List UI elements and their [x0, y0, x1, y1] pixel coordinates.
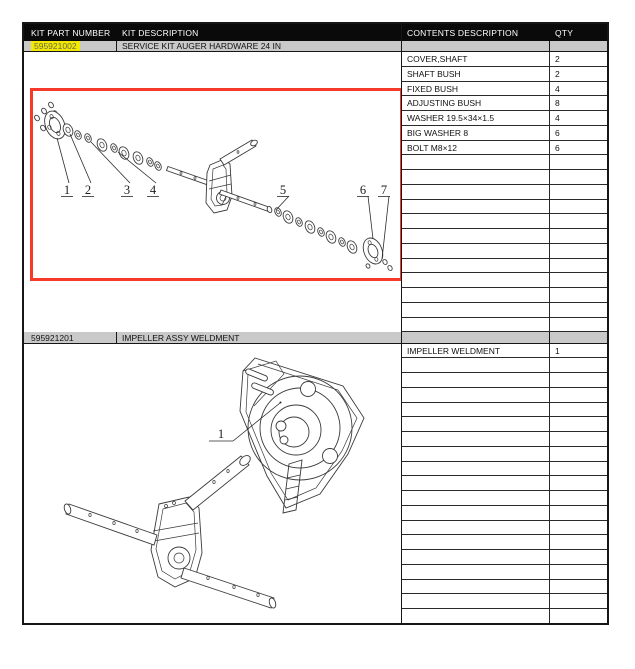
contents-rows-auger — [402, 52, 607, 332]
contents-row — [402, 170, 607, 185]
contents-row — [402, 288, 607, 303]
contents-row — [402, 244, 607, 259]
callout-2: 2 — [84, 183, 92, 198]
contents-description-cell — [402, 273, 550, 287]
qty-cell — [550, 565, 607, 579]
section-spacer-row-1 — [402, 41, 607, 52]
contents-row — [402, 462, 607, 477]
kit-description-cell-2: IMPELLER ASSY WELDMENT — [122, 332, 240, 343]
contents-description-cell — [402, 214, 550, 228]
contents-row — [402, 96, 607, 111]
callout-5: 5 — [279, 183, 287, 198]
qty-cell — [550, 200, 607, 214]
contents-row — [402, 185, 607, 200]
contents-row — [402, 447, 607, 462]
parts-table — [22, 22, 609, 625]
qty-cell — [550, 214, 607, 228]
contents-row — [402, 111, 607, 126]
contents-row — [402, 126, 607, 141]
contents-description-cell — [402, 535, 550, 549]
header-kit-description: KIT DESCRIPTION — [122, 27, 199, 38]
contents-row — [402, 506, 607, 521]
contents-row — [402, 565, 607, 580]
contents-row — [402, 67, 607, 82]
qty-cell — [550, 432, 607, 446]
section-spacer-row-2 — [402, 332, 607, 343]
contents-description-cell: BIG WASHER 8 — [402, 126, 550, 140]
header-contents-description: CONTENTS DESCRIPTION — [407, 27, 519, 38]
contents-description-cell — [402, 155, 550, 169]
qty-cell: 8 — [555, 98, 560, 109]
contents-description-cell — [402, 432, 550, 446]
contents-description-cell: WASHER 19.5×34×1.5 — [402, 111, 550, 125]
qty-cell — [550, 229, 607, 243]
contents-row — [402, 259, 607, 274]
contents-description-cell — [402, 259, 550, 273]
contents-description-cell — [402, 373, 550, 387]
qty-cell: 4 — [555, 83, 560, 94]
qty-cell — [550, 273, 607, 287]
kit-part-number-cell — [24, 41, 117, 51]
contents-description-cell: BOLT M8×12 — [402, 141, 550, 155]
contents-description-cell — [402, 580, 550, 594]
contents-description-cell — [402, 303, 550, 317]
qty-cell: 2 — [555, 54, 560, 65]
qty-cell — [550, 185, 607, 199]
callout-3: 3 — [123, 183, 131, 198]
contents-description-cell: SHAFT BUSH — [402, 67, 550, 81]
qty-cell: 6 — [555, 127, 560, 138]
qty-cell — [550, 580, 607, 594]
contents-row — [402, 535, 607, 550]
qty-cell: 6 — [555, 142, 560, 153]
contents-row — [402, 403, 607, 418]
qty-cell — [550, 594, 607, 608]
contents-description-cell — [402, 185, 550, 199]
contents-row — [402, 155, 607, 170]
contents-row — [402, 491, 607, 506]
header-qty: QTY — [555, 27, 574, 38]
section-row-auger-kit — [24, 41, 401, 52]
qty-cell — [550, 491, 607, 505]
contents-row — [402, 550, 607, 565]
header-kit-part-number: KIT PART NUMBER — [31, 27, 111, 38]
contents-row — [402, 229, 607, 244]
contents-row — [402, 141, 607, 156]
contents-description-cell — [402, 565, 550, 579]
contents-row — [402, 373, 607, 388]
contents-description-cell — [402, 462, 550, 476]
contents-description-cell — [402, 403, 550, 417]
callout-1: 1 — [63, 183, 71, 198]
callout-impeller-1: 1 — [217, 426, 225, 441]
contents-description-cell — [402, 358, 550, 372]
impeller-assy-diagram — [62, 356, 402, 618]
qty-cell — [550, 476, 607, 490]
contents-description-cell — [402, 244, 550, 258]
contents-description-cell — [402, 200, 550, 214]
contents-description-cell — [402, 491, 550, 505]
contents-row — [402, 609, 607, 623]
contents-description-cell — [402, 229, 550, 243]
contents-description-cell: IMPELLER WELDMENT — [402, 344, 550, 358]
contents-description-cell — [402, 170, 550, 184]
contents-description-cell: ADJUSTING BUSH — [402, 96, 550, 110]
qty-cell — [550, 170, 607, 184]
qty-cell — [550, 259, 607, 273]
kit-pane — [24, 24, 402, 623]
contents-row — [402, 200, 607, 215]
contents-row — [402, 417, 607, 432]
contents-row — [402, 580, 607, 595]
contents-description-cell — [402, 521, 550, 535]
contents-description-cell: FIXED BUSH — [402, 82, 550, 96]
section-row-impeller — [24, 332, 401, 343]
contents-row — [402, 52, 607, 67]
contents-row — [402, 432, 607, 447]
contents-description-cell — [402, 609, 550, 623]
contents-description-cell — [402, 447, 550, 461]
qty-cell — [550, 303, 607, 317]
contents-description-cell — [402, 318, 550, 332]
qty-cell — [550, 521, 607, 535]
kit-description-cell: SERVICE KIT AUGER HARDWARE 24 IN — [122, 41, 282, 52]
contents-description-cell — [402, 476, 550, 490]
qty-cell — [550, 535, 607, 549]
contents-row — [402, 594, 607, 609]
auger-hardware-diagram-cell — [24, 52, 401, 332]
qty-cell — [550, 318, 607, 332]
red-selection-box — [30, 88, 402, 281]
contents-pane — [402, 24, 607, 623]
qty-cell: 4 — [555, 113, 560, 124]
impeller-diagram-cell — [24, 344, 401, 623]
contents-row — [402, 303, 607, 318]
qty-cell — [550, 609, 607, 623]
contents-row — [402, 214, 607, 229]
contents-description-cell — [402, 417, 550, 431]
contents-description-cell: COVER,SHAFT — [402, 52, 550, 66]
contents-row — [402, 521, 607, 536]
contents-row — [402, 344, 607, 359]
qty-cell — [550, 506, 607, 520]
qty-cell: 2 — [555, 68, 560, 79]
qty-cell — [550, 373, 607, 387]
kit-part-number-cell-2: 595921201 — [24, 332, 117, 342]
qty-cell — [550, 388, 607, 402]
contents-row — [402, 388, 607, 403]
contents-row — [402, 273, 607, 288]
qty-cell — [550, 447, 607, 461]
contents-description-cell — [402, 288, 550, 302]
contents-rows-impeller — [402, 344, 607, 623]
table-header-right — [402, 24, 607, 41]
contents-description-cell — [402, 550, 550, 564]
auger-exploded-diagram — [33, 91, 400, 278]
qty-cell — [550, 358, 607, 372]
highlighted-part-number: 595921002 — [31, 41, 80, 51]
contents-description-cell — [402, 388, 550, 402]
qty-cell — [550, 244, 607, 258]
callout-7: 7 — [380, 183, 388, 198]
qty-cell — [550, 550, 607, 564]
qty-cell — [550, 288, 607, 302]
qty-cell — [550, 403, 607, 417]
contents-row — [402, 358, 607, 373]
contents-row — [402, 82, 607, 97]
contents-description-cell — [402, 594, 550, 608]
callout-6: 6 — [359, 183, 367, 198]
qty-cell — [550, 417, 607, 431]
qty-cell — [550, 155, 607, 169]
contents-description-cell — [402, 506, 550, 520]
qty-cell: 1 — [555, 345, 560, 356]
contents-row — [402, 476, 607, 491]
qty-cell — [550, 462, 607, 476]
table-header-left — [24, 24, 401, 41]
contents-row — [402, 318, 607, 333]
callout-4: 4 — [149, 183, 157, 198]
